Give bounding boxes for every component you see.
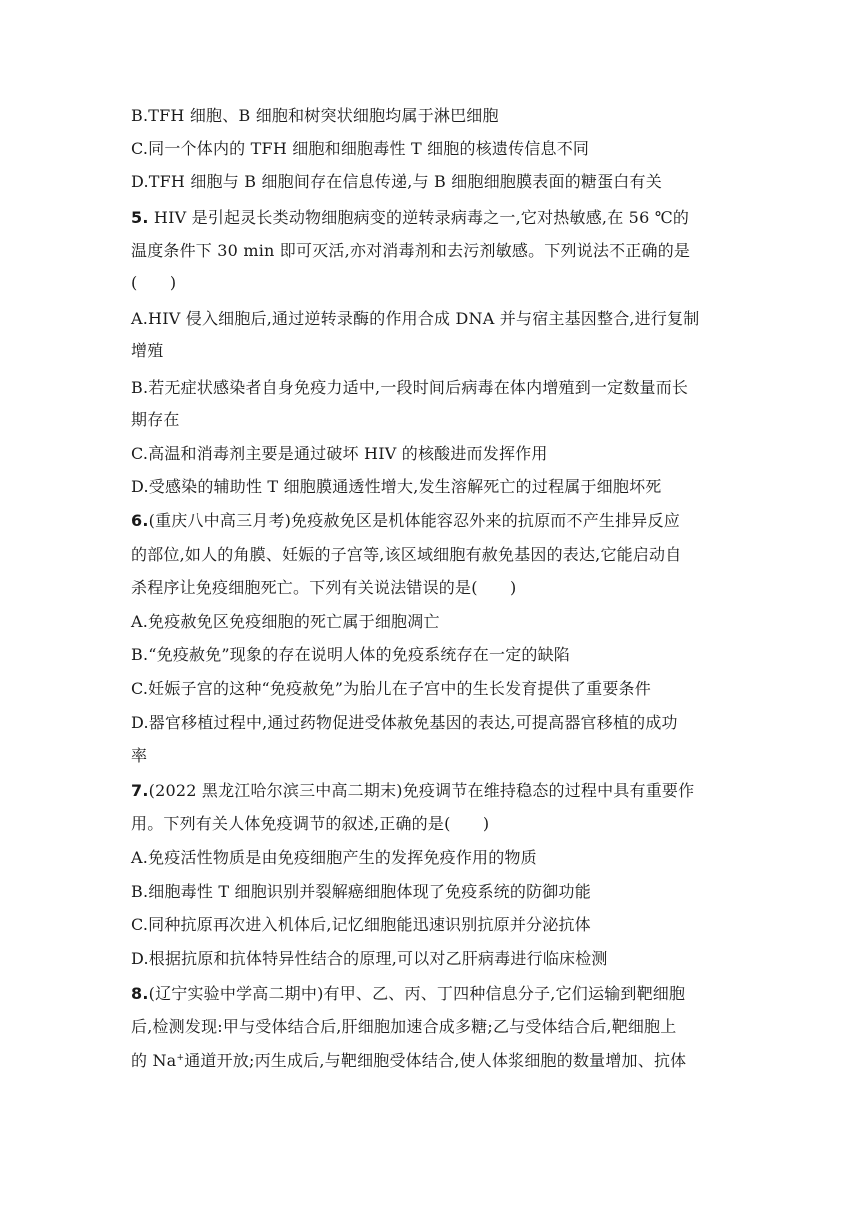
option-line: 率 xyxy=(131,746,148,765)
option-line: C.同种抗原再次进入机体后,记忆细胞能迅速识别抗原并分泌抗体 xyxy=(131,915,591,934)
question-number: 7. xyxy=(131,781,149,800)
question-stem-line: 后,检测发现:甲与受体结合后,肝细胞加速合成多糖;乙与受体结合后,靶细胞上 xyxy=(131,1017,677,1036)
question-number: 6. xyxy=(131,511,149,530)
option-line: A.免疫赦免区免疫细胞的死亡属于细胞凋亡 xyxy=(131,612,440,631)
option-line: C.同一个体内的 TFH 细胞和细胞毒性 T 细胞的核遗传信息不同 xyxy=(131,139,590,158)
option-line: 期存在 xyxy=(131,410,180,429)
question-stem-line: 用。下列有关人体免疫调节的叙述,正确的是( ) xyxy=(131,814,490,833)
question-number: 8. xyxy=(131,984,149,1003)
question-stem-line: 7.(2022 黑龙江哈尔滨三中高二期末)免疫调节在维持稳态的过程中具有重要作 xyxy=(131,781,695,800)
question-stem-line: 杀程序让免疫细胞死亡。下列有关说法错误的是( ) xyxy=(131,578,517,597)
option-line: B.“免疫赦免”现象的存在说明人体的免疫系统存在一定的缺陷 xyxy=(131,645,571,664)
option-line: D.器官移植过程中,通过药物促进受体赦免基因的表达,可提高器官移植的成功 xyxy=(131,713,678,732)
option-line: A.HIV 侵入细胞后,通过逆转录酶的作用合成 DNA 并与宿主基因整合,进行复制 xyxy=(131,309,700,328)
option-line: D.根据抗原和抗体特异性结合的原理,可以对乙肝病毒进行临床检测 xyxy=(131,949,608,968)
question-stem-line: 的部位,如人的角膜、妊娠的子宫等,该区域细胞有赦免基因的表达,它能启动自 xyxy=(131,545,682,564)
question-stem-line: 5. HIV 是引起灵长类动物细胞病变的逆转录病毒之一,它对热敏感,在 56 ℃的 xyxy=(131,208,690,227)
option-line: B.细胞毒性 T 细胞识别并裂解癌细胞体现了免疫系统的防御功能 xyxy=(131,882,591,901)
option-line: D.受感染的辅助性 T 细胞膜通透性增大,发生溶解死亡的过程属于细胞坏死 xyxy=(131,477,662,496)
question-stem-line: 的 Na+通道开放;丙生成后,与靶细胞受体结合,使人体浆细胞的数量增加、抗体 xyxy=(131,1051,687,1070)
answer-blank: ( ) xyxy=(131,273,177,292)
question-stem-line: 温度条件下 30 min 即可灭活,亦对消毒剂和去污剂敏感。下列说法不正确的是 xyxy=(131,241,691,260)
question-stem-line: 8.(辽宁实验中学高二期中)有甲、乙、丙、丁四种信息分子,它们运输到靶细胞 xyxy=(131,984,686,1003)
option-line: C.妊娠子宫的这种“免疫赦免”为胎儿在子宫中的生长发育提供了重要条件 xyxy=(131,679,651,698)
option-line: B.若无症状感染者自身免疫力适中,一段时间后病毒在体内增殖到一定数量而长 xyxy=(131,378,689,397)
question-stem-line: 6.(重庆八中高三月考)免疫赦免区是机体能容忍外来的抗原而不产生排异反应 xyxy=(131,511,680,530)
option-line: 增殖 xyxy=(131,341,164,360)
question-number: 5. xyxy=(131,208,149,227)
superscript-plus: + xyxy=(176,1053,185,1063)
option-line: A.免疫活性物质是由免疫细胞产生的发挥免疫作用的物质 xyxy=(131,848,537,867)
option-line: D.TFH 细胞与 B 细胞间存在信息传递,与 B 细胞细胞膜表面的糖蛋白有关 xyxy=(131,172,662,191)
option-line: C.高温和消毒剂主要是通过破坏 HIV 的核酸进而发挥作用 xyxy=(131,444,548,463)
option-line: B.TFH 细胞、B 细胞和树突状细胞均属于淋巴细胞 xyxy=(131,106,499,125)
